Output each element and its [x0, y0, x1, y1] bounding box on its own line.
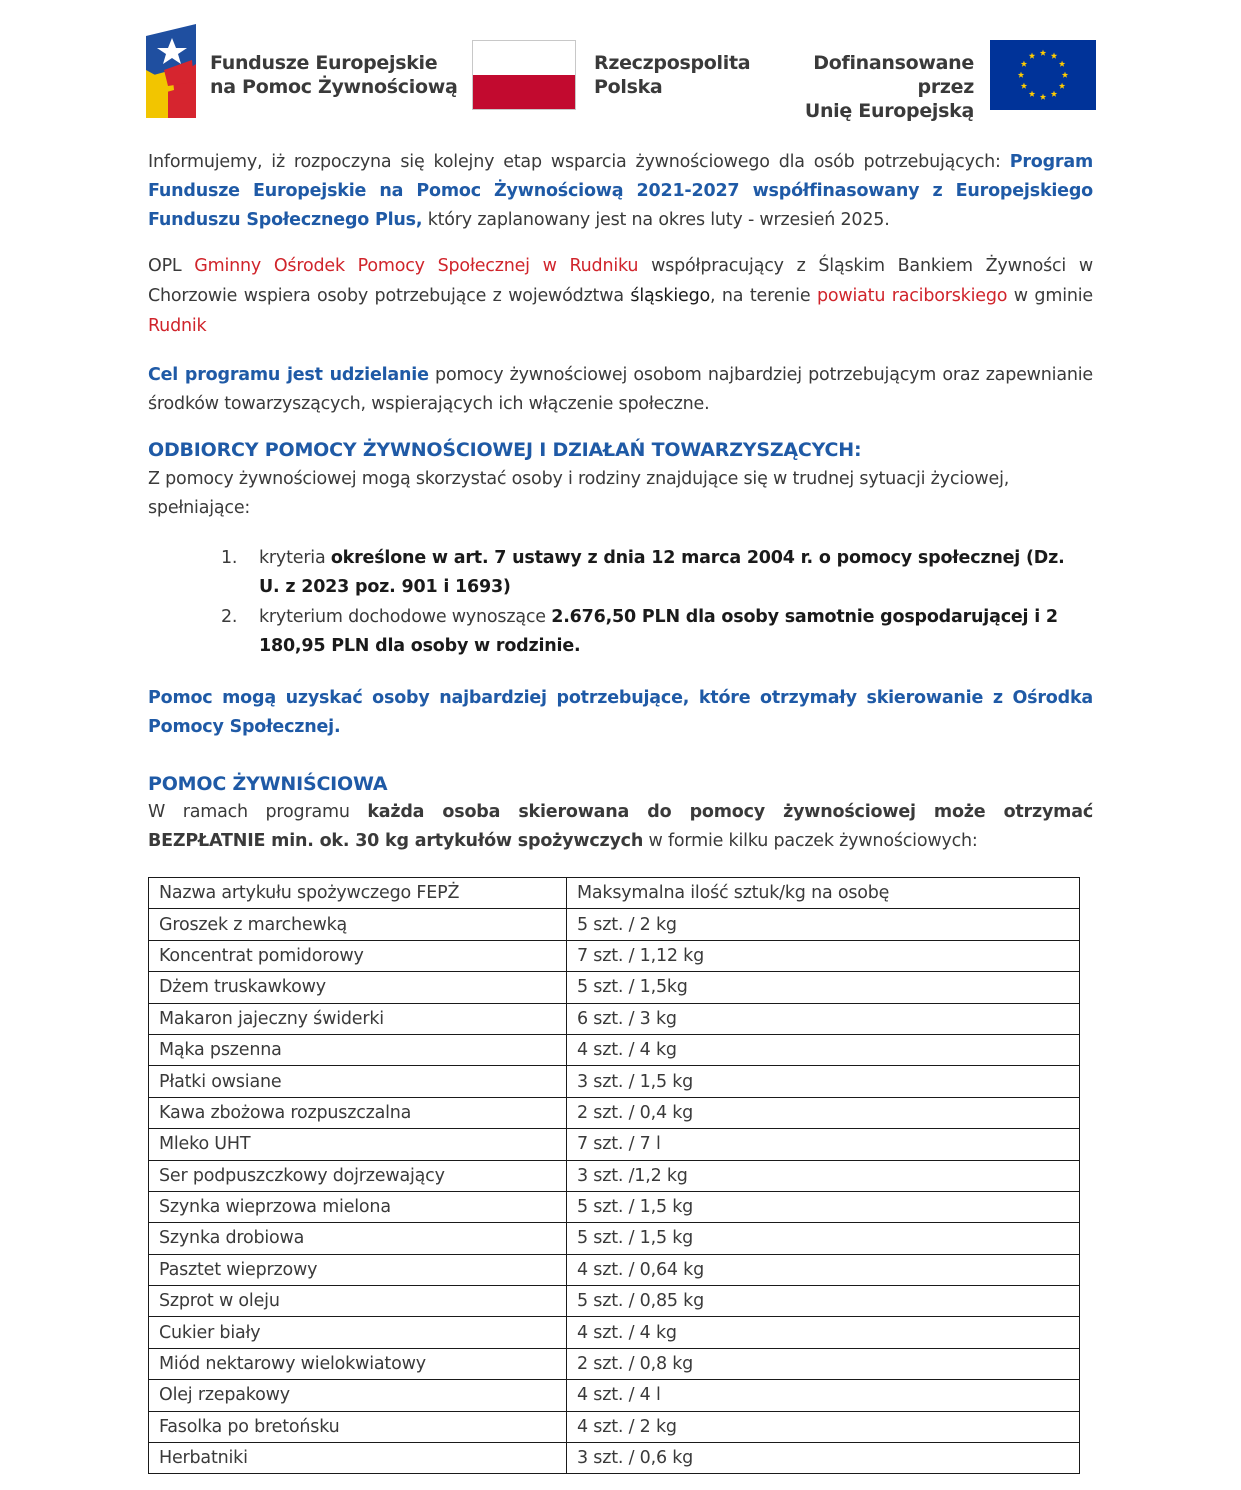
table-row — [149, 1160, 1080, 1191]
eu-logo-text — [764, 51, 974, 123]
table-row — [149, 1223, 1080, 1254]
intro-period: który zaplanowany jest na okres luty - wrzesień 2025. — [422, 210, 890, 230]
quantity-cell: 5 szt. / 1,5 kg — [567, 1223, 1080, 1254]
table-row — [149, 909, 1080, 940]
commune-text: w gminie — [1007, 286, 1093, 306]
table-row — [149, 1034, 1080, 1065]
fe-logo-text — [210, 51, 457, 99]
intro-text: Informujemy, iż rozpoczyna się kolejny etap wsparcia żywnościowego dla osób potrzebujących: — [148, 152, 1010, 172]
product-name-cell: Szprot w oleju — [149, 1286, 567, 1317]
product-name-cell: Groszek z marchewką — [149, 909, 567, 940]
table-row — [149, 1286, 1080, 1317]
product-name-cell: Płatki owsiane — [149, 1066, 567, 1097]
quantity-cell: 3 szt. /1,2 kg — [567, 1160, 1080, 1191]
table-row — [149, 1348, 1080, 1379]
product-name-cell: Makaron jajeczny świderki — [149, 1003, 567, 1034]
table-row — [149, 972, 1080, 1003]
product-name-cell: Dżem truskawkowy — [149, 972, 567, 1003]
pl-line2: Polska — [594, 76, 663, 98]
table-row — [149, 1317, 1080, 1348]
product-name-cell: Szynka wieprzowa mielona — [149, 1191, 567, 1222]
list-item — [148, 603, 1088, 661]
list-item — [148, 544, 1088, 602]
opl-label: OPL — [148, 256, 195, 276]
table-row — [149, 1254, 1080, 1285]
fe-logo — [146, 24, 196, 118]
product-name-cell: Miód nektarowy wielokwiatowy — [149, 1348, 567, 1379]
quantity-cell: 7 szt. / 7 l — [567, 1129, 1080, 1160]
quantity-cell: 3 szt. / 1,5 kg — [567, 1066, 1080, 1097]
recipients-heading: ODBIORCY POMOCY ŻYWNOŚCIOWEJ I DZIAŁAŃ TOWARZYSZĄCYCH: — [148, 439, 862, 461]
product-name-cell: Herbatniki — [149, 1443, 567, 1474]
cooperation-text: współpracujący z Śląskim Bankiem Żywności w Chorzowie wspiera osoby potrzebujące z województwa — [148, 256, 1093, 306]
polish-flag — [472, 40, 576, 110]
food-aid-text-a: W ramach programu — [148, 802, 368, 822]
program-goal-text: pomocy żywnościowej osobom najbardziej potrzebującym oraz zapewnianie środków towarzyszących, wspierających ich włączenie społeczne. — [148, 365, 1093, 414]
criteria-text: kryterium dochodowe wynoszące — [259, 607, 552, 627]
intro-paragraph-2 — [148, 251, 1093, 341]
food-aid-text — [148, 798, 1093, 856]
quantity-cell: 5 szt. / 1,5kg — [567, 972, 1080, 1003]
quantity-cell: 2 szt. / 0,4 kg — [567, 1097, 1080, 1128]
fe-line2: na Pomoc Żywnościową — [210, 76, 458, 98]
product-name-cell: Olej rzepakowy — [149, 1380, 567, 1411]
product-name-cell: Cukier biały — [149, 1317, 567, 1348]
quantity-cell: 4 szt. / 4 kg — [567, 1034, 1080, 1065]
logo-bar — [146, 24, 1096, 124]
program-goal-label: Cel programu jest udzielanie — [148, 365, 429, 385]
quantity-cell: 4 szt. / 4 kg — [567, 1317, 1080, 1348]
fe-line1: Fundusze Europejskie — [210, 52, 438, 74]
food-aid-text-bold: każda osoba skierowana do pomocy żywnościowej może otrzymać BEZPŁATNIE min. ok. 30 kg artykułów spożywczych — [148, 802, 1093, 851]
intro-paragraph-3 — [148, 361, 1093, 419]
quantity-cell: 4 szt. / 0,64 kg — [567, 1254, 1080, 1285]
criteria-text: kryteria — [259, 548, 331, 568]
table-row — [149, 940, 1080, 971]
quantity-cell: 4 szt. / 4 l — [567, 1380, 1080, 1411]
food-aid-heading: POMOC ŻYWNIŚCIOWA — [148, 773, 388, 795]
product-name-cell: Pasztet wieprzowy — [149, 1254, 567, 1285]
criteria-bold: 2.676,50 PLN dla osoby samotnie gospodarującej i 2 180,95 PLN dla osoby w rodzinie. — [259, 607, 1058, 656]
quantity-cell: 6 szt. / 3 kg — [567, 1003, 1080, 1034]
product-name-cell: Kawa zbożowa rozpuszczalna — [149, 1097, 567, 1128]
area-text: , na terenie — [710, 286, 817, 306]
table-header-cell: Nazwa artykułu spożywczego FEPŻ — [149, 878, 567, 909]
table-row — [149, 1380, 1080, 1411]
product-name-cell: Koncentrat pomidorowy — [149, 940, 567, 971]
list-number: 2. — [221, 607, 238, 627]
food-table — [148, 877, 1080, 1474]
eu-flag — [990, 40, 1096, 110]
quantity-cell: 5 szt. / 0,85 kg — [567, 1286, 1080, 1317]
food-aid-text-c: w formie kilku paczek żywnościowych: — [643, 831, 978, 851]
quantity-cell: 5 szt. / 2 kg — [567, 909, 1080, 940]
institution-name: Gminny Ośrodek Pomocy Społecznej w Rudniku — [194, 256, 639, 276]
table-row — [149, 1129, 1080, 1160]
table-row — [149, 1443, 1080, 1474]
intro-paragraph-1 — [148, 148, 1093, 235]
county: powiatu raciborskiego — [816, 286, 1008, 306]
table-row — [149, 1191, 1080, 1222]
pl-logo-text — [594, 51, 750, 99]
commune-name: Rudnik — [148, 316, 207, 336]
quantity-cell: 4 szt. / 2 kg — [567, 1411, 1080, 1442]
eu-line1: Dofinansowane przez — [813, 52, 974, 98]
table-row — [149, 1411, 1080, 1442]
product-name-cell: Ser podpuszczkowy dojrzewający — [149, 1160, 567, 1191]
criteria-bold: określone w art. 7 ustawy z dnia 12 marca 2004 r. o pomocy społecznej (Dz. U. z 2023 poz. 901 i 1693) — [259, 548, 1065, 597]
table-row — [149, 1003, 1080, 1034]
table-header-cell: Maksymalna ilość sztuk/kg na osobę — [567, 878, 1080, 909]
list-number: 1. — [221, 548, 238, 568]
product-name-cell: Szynka drobiowa — [149, 1223, 567, 1254]
quantity-cell: 5 szt. / 1,5 kg — [567, 1191, 1080, 1222]
pl-line1: Rzeczpospolita — [594, 52, 751, 74]
eu-line2: Unię Europejską — [804, 100, 974, 122]
referral-note: Pomoc mogą uzyskać osoby najbardziej potrzebujące, które otrzymały skierowanie z Ośrodka Pomocy Społecznej. — [148, 688, 1093, 737]
table-row — [149, 1066, 1080, 1097]
product-name-cell: Fasolka po bretońsku — [149, 1411, 567, 1442]
voivodeship: śląskiego — [630, 286, 711, 306]
product-name-cell: Mleko UHT — [149, 1129, 567, 1160]
table-row — [149, 1097, 1080, 1128]
table-header-row — [149, 878, 1080, 909]
program-name: Program Fundusze Europejskie na Pomoc Żywnościową 2021-2027 współfinasowany z Europejskiego Funduszu Społecznego Plus, — [148, 152, 1093, 230]
quantity-cell: 3 szt. / 0,6 kg — [567, 1443, 1080, 1474]
quantity-cell: 7 szt. / 1,12 kg — [567, 940, 1080, 971]
recipients-text: Z pomocy żywnościowej mogą skorzystać osoby i rodziny znajdujące się w trudnej sytuacji życiowej, spełniające: — [148, 469, 1010, 518]
product-name-cell: Mąka pszenna — [149, 1034, 567, 1065]
criteria-list — [148, 544, 1088, 661]
quantity-cell: 2 szt. / 0,8 kg — [567, 1348, 1080, 1379]
